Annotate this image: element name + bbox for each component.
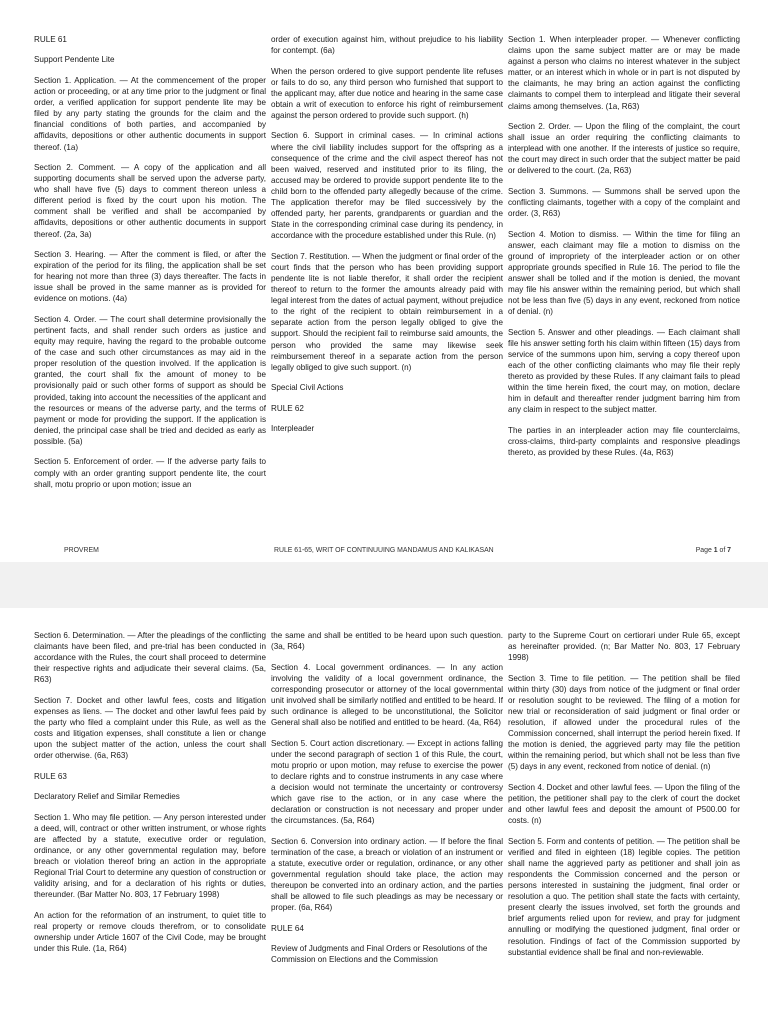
paragraph: An action for the reformation of an instrument, to quiet title to real property or remove clouds therefrom, or to consolidate ownership under Article 1607 of the Civil Code, may be brought under this Rule. (1a, R64) [34, 910, 266, 954]
paragraph: Section 7. Restitution. — When the judgment or final order of the court finds that the person who has been providing support pendente lite is not liable therefor, it shall order the recipient thereof to return to the former the amounts already paid with legal interest from the dates of actual payment, without prejudice to the right of the recipient to obtain reimbursement in a separate action from the person legally obliged to give the support. Should the recipient fail to reimburse said amounts, the person who provided the same may likewise seek reimbursement thereof in a separate action from the person legally obliged to give such support. (n) [271, 251, 503, 372]
paragraph: Section 1. When interpleader proper. — Whenever conflicting claims upon the same subject matter are or may be made against a person who claims no interest whatever in the subject matter, or an interest which in whole or in part is not disputed by the claimants, he may bring an action against the conflicting claimants to compel them to interplead and litigate their several claims among themselves. (1a, R63) [508, 35, 740, 111]
rule-heading: RULE 62 [271, 403, 304, 413]
paragraph: Section 6. Determination. — After the pleadings of the conflicting claimants have been filed, and pre-trial has been conducted in accordance with the Rules, the court shall proceed to determine their respective rights and adjudicate their several claims. (5a, R63) [34, 631, 266, 685]
paragraph: Section 3. Time to file petition. — The petition shall be filed within thirty (30) days from notice of the judgment or final order or resolution sought to be reviewed. The filing of a motion for new trial or reconsideration of said judgment or final order or resolution, if allowed under the procedural rules of the Commission concerned, shall interrupt the period herein fixed. If the motion is denied, the aggrieved party may file the petition within the remaining period, but which shall not be less than five (5) days in any event, reckoned from notice of denial. (n) [508, 673, 740, 772]
paragraph: The parties in an interpleader action may file counterclaims, cross-claims, third-party complaints and responsive pleadings thereto, as provided by these Rules. (4a, R63) [508, 425, 740, 458]
page-total: 7 [727, 547, 731, 554]
paragraph: Section 6. Support in criminal cases. — In criminal actions where the civil liability includes support for the offspring as a consequence of the crime and the civil aspect thereof has not been waived, reserved and instituted prior to its filing, the accused may be ordered to provide support pendente lite to the child born to the offended party allegedly because of the crime. The application therefor may be filed successively by the offended party, her parents, grandparents or guardian and the State in the corresponding criminal case during its pendency, in accordance with the procedure established under this Rule. (n) [271, 131, 503, 241]
page-of-label: of [719, 547, 726, 554]
rule-heading: RULE 63 [34, 771, 67, 781]
rule-heading: RULE 61 [34, 35, 67, 44]
text-column-2 [271, 630, 503, 975]
paragraph: the same and shall be entitled to be heard upon such question. (3a, R64) [271, 631, 503, 652]
page-footer [0, 547, 768, 559]
paragraph: Section 5. Answer and other pleadings. — Each claimant shall file his answer setting forth his claim within fifteen (15) days from service of the summons upon him, serving a copy thereof upon each of the other conflicting claimants who may file their reply thereto as provided by these Rules. If any claimant fails to plead within the time herein fixed, the court may, on motion, declare him in default and thereafter render judgment barring him from any claim in respect to the subject matter. [508, 327, 740, 415]
text-column-1 [34, 630, 266, 964]
paragraph: Section 5. Form and contents of petition. — The petition shall be verified and filed in eighteen (18) legible copies. The petition shall name the aggrieved party as petitioner and shall join as respondents the Commission concerned and the person or persons interested in sustaining the judgment, final order or resolution a quo. The petition shall state the facts with certainty, present clearly the issues involved, set forth the grounds and brief arguments relied upon for review, and pray for judgment annulling or modifying the questioned judgment, final order or resolution. Findings of fact of the Commission supported by substantial evidence shall be final and non-reviewable. [508, 836, 740, 957]
footer-title: RULE 61-65, WRIT OF CONTINUUING MANDAMUS AND KALIKASAN [274, 547, 494, 554]
rule-title: Support Pendente Lite [34, 55, 115, 65]
page-number [696, 547, 731, 554]
page-label: Page [695, 547, 712, 554]
paragraph: Section 4. Order. — The court shall determine provisionally the pertinent facts, and shall render such orders as justice and equity may require, having the regard to the probable outcome of the case and such other circumstances as may aid in the proper resolution of the question involved. If the application is granted, the court shall fix the amount of money to be provisionally paid or such other forms of support as should be provided, taking into account the necessities of the applicant and the resources or means of the adverse party, and the terms of payment or mode for providing the support. If the application is denied, the principal case shall be tried and decided as early as possible. (5a) [34, 314, 266, 446]
section-heading: Special Civil Actions [271, 383, 344, 393]
page-current: 1 [713, 547, 718, 554]
document-page-2 [0, 608, 768, 1024]
text-column-3 [508, 630, 740, 967]
paragraph: order of execution against him, without prejudice to his liability for contempt. (6a) [271, 35, 503, 56]
text-column-1 [34, 34, 266, 499]
paragraph: Section 4. Local government ordinances. — In any action involving the validity of a local government ordinance, the corresponding prosecutor or attorney of the local governmental unit involved shall be similarly notified and entitled to be heard. If such ordinance is alleged to be unconstitutional, the Solicitor General shall also be notified and entitled to be heard. (4a, R64) [271, 662, 503, 728]
paragraph: When the person ordered to give support pendente lite refuses or fails to do so, any third person who furnished that support to the applicant may, after due notice and hearing in the same case obtain a writ of execution to enforce his right of reimbursement against the person ordered to provide such support. (h) [271, 66, 503, 120]
paragraph: Section 5. Enforcement of order. — If the adverse party fails to comply with an order granting support pendente lite, the court shall, motu proprio or upon motion; issue an [34, 457, 266, 489]
paragraph: Section 3. Hearing. — After the comment is filed, or after the expiration of the period for its filing, the application shall be set for hearing not more than three (3) days thereafter. The facts in issue shall be proved in the same manner as is provided for evidence on motions. (4a) [34, 250, 266, 304]
paragraph: Section 6. Conversion into ordinary action. — If before the final termination of the case, a breach or violation of an instrument or a statute, executive order or regulation, ordinance, or any other governmental regulation should take place, the action may thereupon be converted into an ordinary action, and the parties shall be allowed to file such pleadings as may be necessary or proper. (6a, R64) [271, 836, 503, 913]
paragraph: Section 4. Motion to dismiss. — Within the time for filing an answer, each claimant may file a motion to dismiss on the ground of impropriety of the interpleader action or on other appropriate grounds specified in Rule 16. The period to file the answer shall be tolled and if the motion is denied, the movant may file his answer within the remaining period, but which shall not be less than five (5) days in any event, reckoned from notice of denial. (n) [508, 229, 740, 317]
paragraph: Section 5. Court action discretionary. — Except in actions falling under the second paragraph of section 1 of this Rule, the court, motu proprio or upon motion, may refuse to exercise the power to declare rights and to construe instruments in any case where a decision would not terminate the uncertainty or controversy which gave rise to the action, or in any case where the declaration or construction is not necessary and proper under the circumstances. (5a, R64) [271, 738, 503, 826]
text-column-3 [508, 34, 740, 468]
paragraph: Section 1. Application. — At the commencement of the proper action or proceeding, or at any time prior to the judgment or final order, a verified application for support pendente lite may be filed by any party stating the grounds for the claim and the financial conditions of both parties, and accompanied by affidavits, depositions or other authentic documents in support thereof. (1a) [34, 75, 266, 152]
paragraph: Section 2. Order. — Upon the filing of the complaint, the court shall issue an order requiring the conflicting claimants to interplead with one another. If the interests of justice so require, the court may direct in such order that the subject matter be paid or delivered to the court. (2a, R63) [508, 122, 740, 176]
footer-left: PROVREM [64, 547, 99, 554]
text-column-2 [271, 34, 503, 444]
paragraph: Section 1. Who may file petition. — Any person interested under a deed, will, contract or other written instrument, or whose rights are affected by a statute, executive order or regulation, ordinance, or any other governmental regulation may, before breach or violation thereof bring an action in the appropriate Regional Trial Court to determine any question of construction or validity arising, and for a declaration of his rights or duties, thereunder. (Bar Matter No. 803, 17 February 1998) [34, 812, 266, 900]
paragraph: Section 7. Docket and other lawful fees, costs and litigation expenses as liens. — The docket and other lawful fees paid by the party who filed a complaint under this Rule, as well as the costs and litigation expenses, shall constitute a lien or change upon the subject matter of the action, unless the court shall order otherwise. (6a, R63) [34, 695, 266, 761]
paragraph: party to the Supreme Court on certiorari under Rule 65, except as hereinafter provided. (n; Bar Matter No. 803, 17 February 1998) [508, 631, 740, 663]
paragraph: Section 4. Docket and other lawful fees. — Upon the filing of the petition, the petitioner shall pay to the clerk of court the docket and other lawful fees and deposit the amount of P500.00 for costs. (n) [508, 782, 740, 826]
rule-title: Declaratory Relief and Similar Remedies [34, 792, 180, 802]
paragraph: Section 2. Comment. — A copy of the application and all supporting documents shall be served upon the adverse party, who shall have five (5) days to comment thereon unless a different period is fixed by the court upon his motion. The comment shall be verified and shall be accompanied by affidavits, depositions or other authentic documents in support thereof. (2a, 3a) [34, 163, 266, 239]
paragraph: Section 3. Summons. — Summons shall be served upon the conflicting claimants, together with a copy of the complaint and order. (3, R63) [508, 186, 740, 219]
rule-title: Review of Judgments and Final Orders or Resolutions of the Commission on Elections and the Commission [271, 944, 488, 965]
rule-title: Interpleader [271, 424, 315, 434]
rule-heading: RULE 64 [271, 923, 304, 933]
